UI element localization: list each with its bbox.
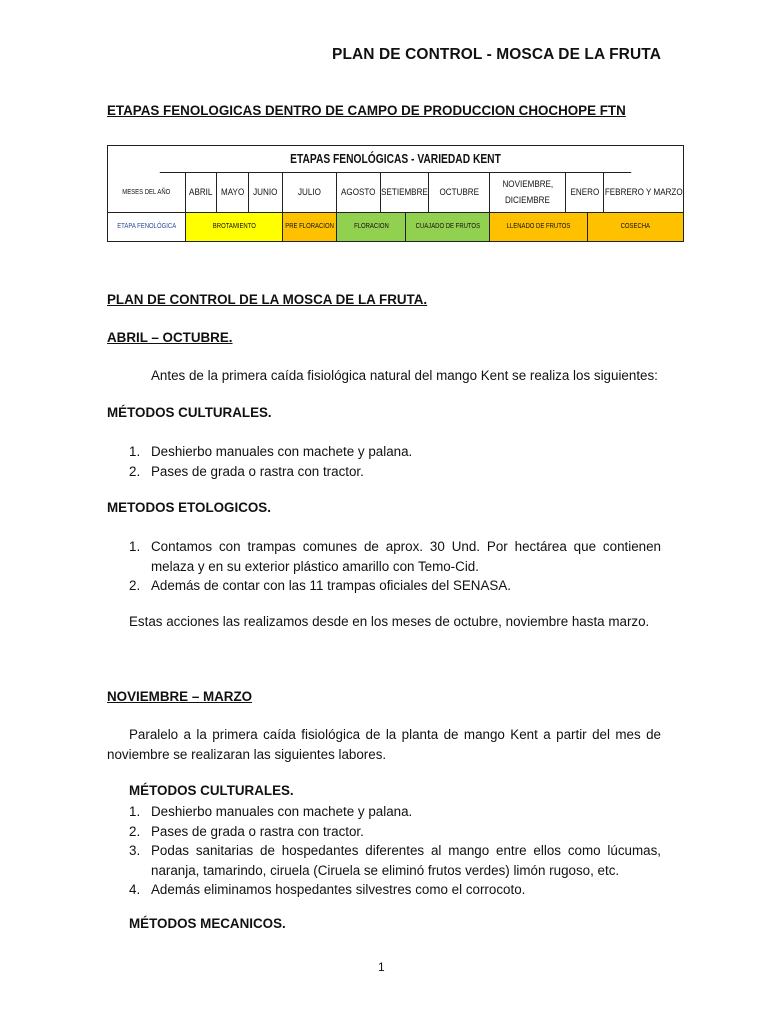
stage-cell: LLENADO DE FRUTOS [490,213,588,241]
month-cell: MAYO [217,173,249,212]
list-item: 2. Pases de grada o rastra con tractor. [129,463,364,479]
period1-cultural-heading: MÉTODOS CULTURALES. [107,405,272,420]
period1-heading: ABRIL – OCTUBRE. [107,330,233,345]
row-header-months: MESES DEL AÑO [108,173,186,212]
stage-cell: COSECHA [588,213,683,241]
period1-closing: Estas acciones las realizamos desde en los meses de octubre, noviembre hasta marzo. [129,614,650,629]
table-row-months [108,173,683,213]
month-cell: JUNIO [249,173,283,212]
list-item: 3. Podas sanitarias de hospedantes diferentes al mango entre ellos como lúcumas, naranja, tamarindo, ciruela (Ciruela se eliminó frutos verdes) limón rugoso, etc. [129,843,661,878]
stage-cell: CUAJADO DE FRUTOS [406,213,490,241]
list-item: 4. Además eliminamos hospedantes silvestres como el corrocoto. [129,882,526,897]
list-item: 2. Además de contar con las 11 trampas oficiales del SENASA. [129,578,511,593]
document-subtitle: ETAPAS FENOLOGICAS DENTRO DE CAMPO DE PRODUCCION CHOCHOPE FTN [107,103,626,118]
period2-heading: NOVIEMBRE – MARZO [107,689,253,704]
stage-cell: FLORACION [337,213,406,241]
month-cell: AGOSTO [337,173,381,212]
phenology-table [107,145,684,242]
list-item: 1. Contamos con trampas comunes de aprox. 30 Und. Por hectárea que contienen melaza y en su exterior plástico amarillo con Temo-Cid. [129,539,661,574]
period2-intro: Paralelo a la primera caída fisiológica de la planta de mango Kent a partir del mes de noviembre se realizaran las siguientes labores. [107,727,661,762]
stage-cell: BROTAMIENTO [186,213,283,241]
period2-mechanical-heading: MÉTODOS MECANICOS. [129,916,286,931]
month-cell: SETIEMBRE [381,173,429,212]
period1-cultural-list [129,442,661,481]
period2-cultural-list [129,802,661,900]
list-item: 2. Pases de grada o rastra con tractor. [129,823,364,839]
month-cell: ENERO [566,173,604,212]
list-item: 1. Deshierbo manuales con machete y palana. [129,804,413,819]
document-title: PLAN DE CONTROL - MOSCA DE LA FRUTA [332,46,661,63]
month-cell: NOVIEMBRE, DICIEMBRE [490,173,566,212]
month-cell: ABRIL [186,173,217,212]
list-item: 1. Deshierbo manuales con machete y palana. [129,444,413,459]
period1-etologic-list [129,537,661,596]
table-row-stages [108,213,683,241]
period1-intro: Antes de la primera caída fisiológica natural del mango Kent se realiza los siguientes: [151,368,658,383]
page-number: 1 [378,960,385,974]
stage-cell: PRE FLORACION [283,213,337,241]
period2-cultural-heading: MÉTODOS CULTURALES. [129,783,294,798]
month-cell: FEBRERO Y MARZO [604,186,683,198]
period1-etologic-heading: METODOS ETOLOGICOS. [107,500,271,515]
month-cell: OCTUBRE [429,173,490,212]
row-header-stage: ETAPA FENOLÓGICA [108,213,186,241]
control-plan-heading: PLAN DE CONTROL DE LA MOSCA DE LA FRUTA. [107,292,428,307]
month-cell: JULIO [283,173,337,212]
table-title: ETAPAS FENOLÓGICAS - VARIEDAD KENT [160,146,632,173]
